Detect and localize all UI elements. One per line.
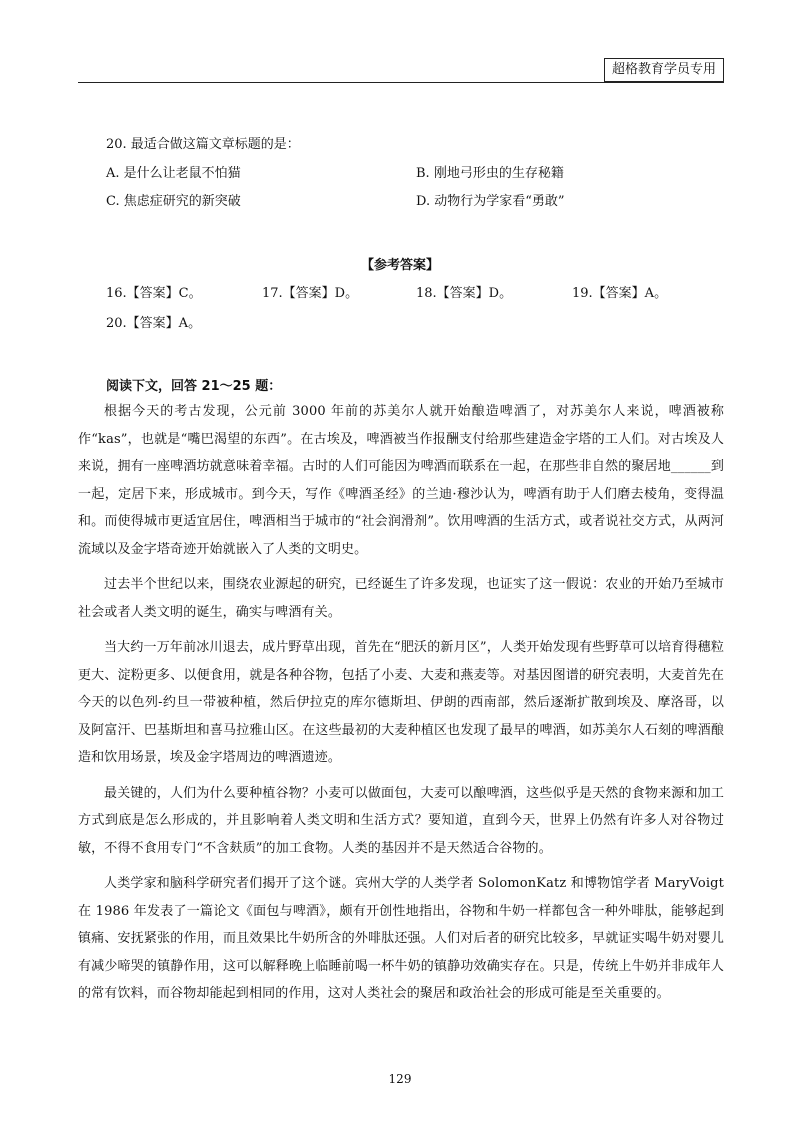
question-stem: 20. 最适合做这篇文章标题的是： (106, 137, 300, 152)
header-divider (78, 82, 724, 83)
reading-instruction: 阅读下文，回答 21～25 题： (106, 379, 282, 394)
answer-item: 20.【答案】A。 (106, 316, 202, 331)
passage-paragraph: 根据今天的考古发现，公元前 3000 年前的苏美尔人就开始酿造啤酒了，对苏美尔人来说，啤酒被称作“kas”，也就是“嘴巴渴望的东西”。在古埃及，啤酒被当作报酬支付给那些建造金字塔的工人们。对古埃及人来说，拥有一座啤酒坊就意味着幸福。古时的人们可能因为啤酒而联系在一起，在那些非自然的聚居地______到一起，定居下来，形成城市。到今天，写作《啤酒圣经》的兰迪·穆沙认为，啤酒有助于人们磨去棱角，变得温和。而使得城市更适宜居住，啤酒相当于城市的“社会润滑剂”。饮用啤酒的生活方式，或者说社交方式，从两河流域以及金字塔奇迹开始就嵌入了人类的文明史。 (78, 404, 724, 557)
answer-item: 19.【答案】A。 (572, 286, 668, 301)
answer-item: 17.【答案】D。 (262, 286, 359, 301)
passage-paragraph: 最关键的，人们为什么要种植谷物？小麦可以做面包，大麦可以酿啤酒，这些似乎是天然的食物来源和加工方式到底是怎么形成的，并且影响着人类文明和生活方式？要知道，直到今天，世界上仍然有许多人对谷物过敏，不得不食用专门“不含麸质”的加工食物。人类的基因并不是天然适合谷物的。 (78, 785, 724, 856)
option-b: B. 刚地弓形虫的生存秘籍 (416, 166, 564, 181)
passage-paragraph: 过去半个世纪以来，围绕农业源起的研究，已经诞生了许多发现，也证实了这一假说：农业的开始乃至城市社会或者人类文明的诞生，确实与啤酒有关。 (78, 577, 724, 620)
page-number: 129 (388, 1072, 412, 1086)
passage-paragraph: 当大约一万年前冰川退去，成片野草出现，首先在“肥沃的新月区”，人类开始发现有些野草可以培育得穗粒更大、淀粉更多、以便食用，就是各种谷物，包括了小麦、大麦和燕麦等。对基因图谱的研究表明，大麦首先在今天的以色列-约旦一带被种植，然后伊拉克的库尔德斯坦、伊朗的西南部，然后逐渐扩散到埃及、摩洛哥，以及阿富汗、巴基斯坦和喜马拉雅山区。在这些最初的大麦种植区也发现了最早的啤酒，如苏美尔人石刻的啤酒酿造和饮用场景，埃及金字塔周边的啤酒遗迹。 (78, 640, 724, 765)
answer-section-title: 【参考答案】 (360, 258, 439, 273)
reading-passage (78, 398, 724, 1016)
option-d: D. 动物行为学家看“勇敢” (416, 194, 565, 209)
option-a: A. 是什么让老鼠不怕猫 (106, 166, 241, 181)
watermark-label: 超格教育学员专用 (604, 58, 724, 82)
passage-paragraph: 人类学家和脑科学研究者们揭开了这个谜。宾州大学的人类学者 SolomonKatz 和博物馆学者 MaryVoigt 在 1986 年发表了一篇论文《面包与啤酒》，颇有开创性地指出，谷物和牛奶一样都包含一种外啡肽，能够起到镇痛、安抚紧张的作用，而且效果比牛奶所含的外啡肽还强。人们对后者的研究比较多，早就证实喝牛奶对婴儿有减少啼哭的镇静作用，这可以解释晚上临睡前喝一杯牛奶的镇静功效确实存在。只是，传统上牛奶并非成年人的常有饮料，而谷物却能起到相同的作用，这对人类社会的聚居和政治社会的形成可能是至关重要的。 (78, 876, 724, 1001)
answer-item: 16.【答案】C。 (106, 286, 202, 301)
option-c: C. 焦虑症研究的新突破 (106, 194, 241, 209)
answer-item: 18.【答案】D。 (416, 286, 513, 301)
